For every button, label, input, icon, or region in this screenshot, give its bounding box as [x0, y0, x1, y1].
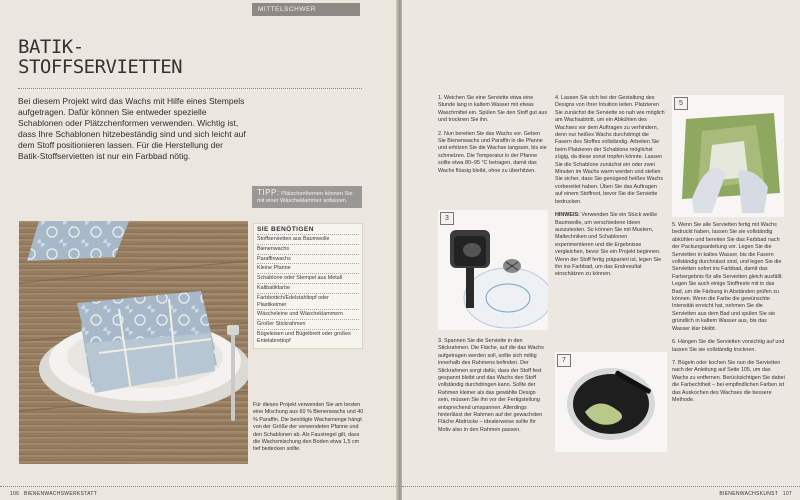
- step-3-text: 3. Spannen Sie die Serviette in den Stickrahmen. Die Fläche, auf die das Wachs aufgetragen werden soll, sollte sich mittig innerhalb des Rahmens befinden. Der Stickrahmen sorgt dafür, dass der Stoff fest gespannt bleibt und das Wachs den Stoff vollständig durchdringen kann. Sollte der Rahmen kleiner als das gewählte Design sein, müssen Sie ihn vor der Fertigstellung entsprechend umspannen. Allerdings hinterlässt der Rahmen auf der gewachsten Fläche Abdrücke – idealerweise sollte Ihr Motiv also in den Rahmen passen.: [438, 338, 544, 433]
- step-7-photo: [555, 352, 667, 452]
- step-7-text: 7. Bügeln oder kochen Sie nun die Servietten nach der Anleitung auf Seite 105, um das Wachs zu entfernen. Berücksichtigen Sie dabei die Farbechtheit – bei empfindlichen Farben ist das Auskochen des Wachses die bessere Methode.: [672, 359, 785, 403]
- step-3-badge: 3: [440, 212, 454, 225]
- tip-text: Plätzchenformen können Sie mit einer Wäscheklammer anfassen.: [257, 191, 353, 204]
- dyeing-hands-illustration: [672, 95, 784, 217]
- step-6-text: 6. Hängen Sie die Servietten vorsichtig auf und lassen Sie sie vollständig trocknen.: [672, 339, 785, 353]
- materials-item: Bügeleisen und Bügelbrett oder großes Entelabrettopf: [257, 329, 359, 346]
- materials-item: Schablone oder Stempel aus Metall: [257, 273, 359, 283]
- step-4-text: 4. Lassen Sie sich bei der Gestaltung des Designs von Ihrer Intuition leiten. Platzieren Sie zunächst die Serviette so nah wie möglich am Wachsabtritt, um ein Abkühlen des Wachses vor dem Auftragen zu verhindern, denn nur heißes Wachs durchdringt die Fasern des Stoffes vollständig. Arbeiten Sie beim Platzieren der Schablone möglichst zügig, da diese sonst tropfen könnte. Lassen Sie die Schablone zunächst ein oder zwei Minuten im Wachs warm werden und stellen Sie sicher, dass Sie genügend heißes Wachs vorbereitet haben. Üben Sie das Auftragen auf einem Stoffrest, bevor Sie die Serviette bedrucken.: [555, 95, 665, 205]
- intro-text: Bei diesem Projekt wird das Wachs mit Hilfe eines Stempels aufgetragen. Dafür können Sie entweder spezielle Schablonen oder Plätzchenformen verwenden. Wichtig ist, dass Ihre Schablonen hitzebeständig sind und sich leicht auf dem Stoff positionieren lassen. Für die Herstellung der Batik-Stoffservietten ist nur ein Farbbad nötig.: [18, 96, 246, 161]
- step-5-text: 5. Wenn Sie alle Servietten fertig mit Wachs bedruckt haben, lassen Sie sie vollständig abkühlen und bereiten Sie das Farbbad nach der Packungsanleitung vor. Legen Sie die Servietten in kaltes Wasser, bis die Fasern vollständig durchnässt sind, und legen Sie die Servietten sofort ins Farbbad, damit das Farbergebnis für alle Servietten gleich ausfällt. Legen Sie auch einige Stoffreste mit in das Bad, um die Färbung in Abständen prüfen zu können. Wenn die Farbe die gewünschte Intensität erreicht hat, nehmen Sie die Servietten aus dem Bad und spülen Sie sie gründlich in kaltem Wasser aus, bis das Wasser klar bleibt.: [672, 222, 783, 332]
- wax-mixture-text: Für dieses Projekt verwenden Sie am besten eine Mischung aus 60 % Bienenwachs und 40 % Paraffin. Die benötigte Wachsmenge hängt von der Größe der verwendeten Pfanne und den Schablonen ab. Als Faustregel gilt, dass die Wachsmischung den Boden etwa 1,5 cm tief bedecken sollte.: [253, 402, 364, 453]
- page-number-left: 106: [10, 491, 20, 497]
- materials-item: Bienenwachs: [257, 244, 359, 254]
- step-2-text: 2. Nun bereiten Sie das Wachs vor. Geben Sie Bienenwachs und Paraffin in die Pfanne und erhitzen Sie die Wachse langsam, bis sie schmelzen. Die Temperatur in der Pfanne sollte etwa 80–95 °C betragen, damit das Wachs flüssig bleibt, ohne zu überhitzen.: [438, 130, 547, 174]
- hint-text: [555, 212, 665, 279]
- left-footer: [10, 491, 97, 497]
- materials-list: [257, 234, 359, 346]
- steps-column-2: [555, 95, 665, 285]
- napkins-illustration: [19, 221, 248, 464]
- step-1-text: 1. Weichen Sie eine Serviette etwa eine Stunde lang in kaltem Wasser mit etwas Waschmittel ein. Spülen Sie den Stoff gut aus und trocknen Sie ihn.: [438, 95, 548, 124]
- materials-item: Paraffinwachs: [257, 254, 359, 264]
- tip-box: [252, 186, 362, 208]
- hint-label: HINWEIS:: [555, 212, 580, 219]
- footer-divider-right: [402, 486, 800, 487]
- right-page: [402, 0, 800, 500]
- step-3-photo: [438, 210, 548, 330]
- difficulty-label: MITTELSCHWER: [252, 3, 360, 16]
- footer-label-right: BIENENWACHSKUNST: [719, 491, 779, 497]
- steps-column-3: [672, 222, 786, 410]
- napkins-photo: [19, 221, 248, 464]
- materials-item: Farbbottich/Edelstahltopf oder Plastikeimer: [257, 293, 359, 310]
- step-7-badge: 7: [557, 354, 571, 367]
- left-page: [0, 0, 398, 500]
- steps-column-1: [438, 95, 548, 181]
- step-5-photo: [672, 95, 784, 217]
- materials-item: Kaltbatikfarbe: [257, 283, 359, 293]
- hint-body: Verwenden Sie ein Stück weiße Baumwolle, um verschiedene Ideen auszutesten. So können Sie mit Mustern, Maltechniken und Schablonen experimentieren und die Ergebnisse vergleichen, bevor Sie ein Projekt beginnen. Wenn der Stoff fertig präpariert ist, legen Sie ihn ins Farbbad, um das Endresultat einschätzen zu können.: [555, 212, 662, 278]
- right-footer: [719, 491, 792, 497]
- materials-item: Wäscheleine und Wäscheklammern: [257, 309, 359, 319]
- pan-illustration: [438, 210, 548, 330]
- page-number-right: 107: [782, 491, 792, 497]
- materials-item: Kleine Pfanne: [257, 263, 359, 273]
- footer-label-left: BIENENWACHSWERKSTATT: [23, 491, 98, 497]
- tip-label: TIPP:: [257, 188, 280, 197]
- title-divider: [18, 88, 362, 89]
- footer-divider: [0, 486, 398, 487]
- materials-title: SIE BENÖTIGEN: [257, 226, 314, 233]
- page-title: BATIK- STOFFSERVIETTEN: [18, 36, 183, 78]
- materials-item: Großer Stickrahmen: [257, 319, 359, 329]
- step-5-badge: 5: [674, 97, 688, 110]
- dye-pot-illustration: [555, 352, 667, 452]
- materials-item: Stoffservietten aus Baumwolle: [257, 234, 359, 244]
- materials-box: [253, 223, 363, 349]
